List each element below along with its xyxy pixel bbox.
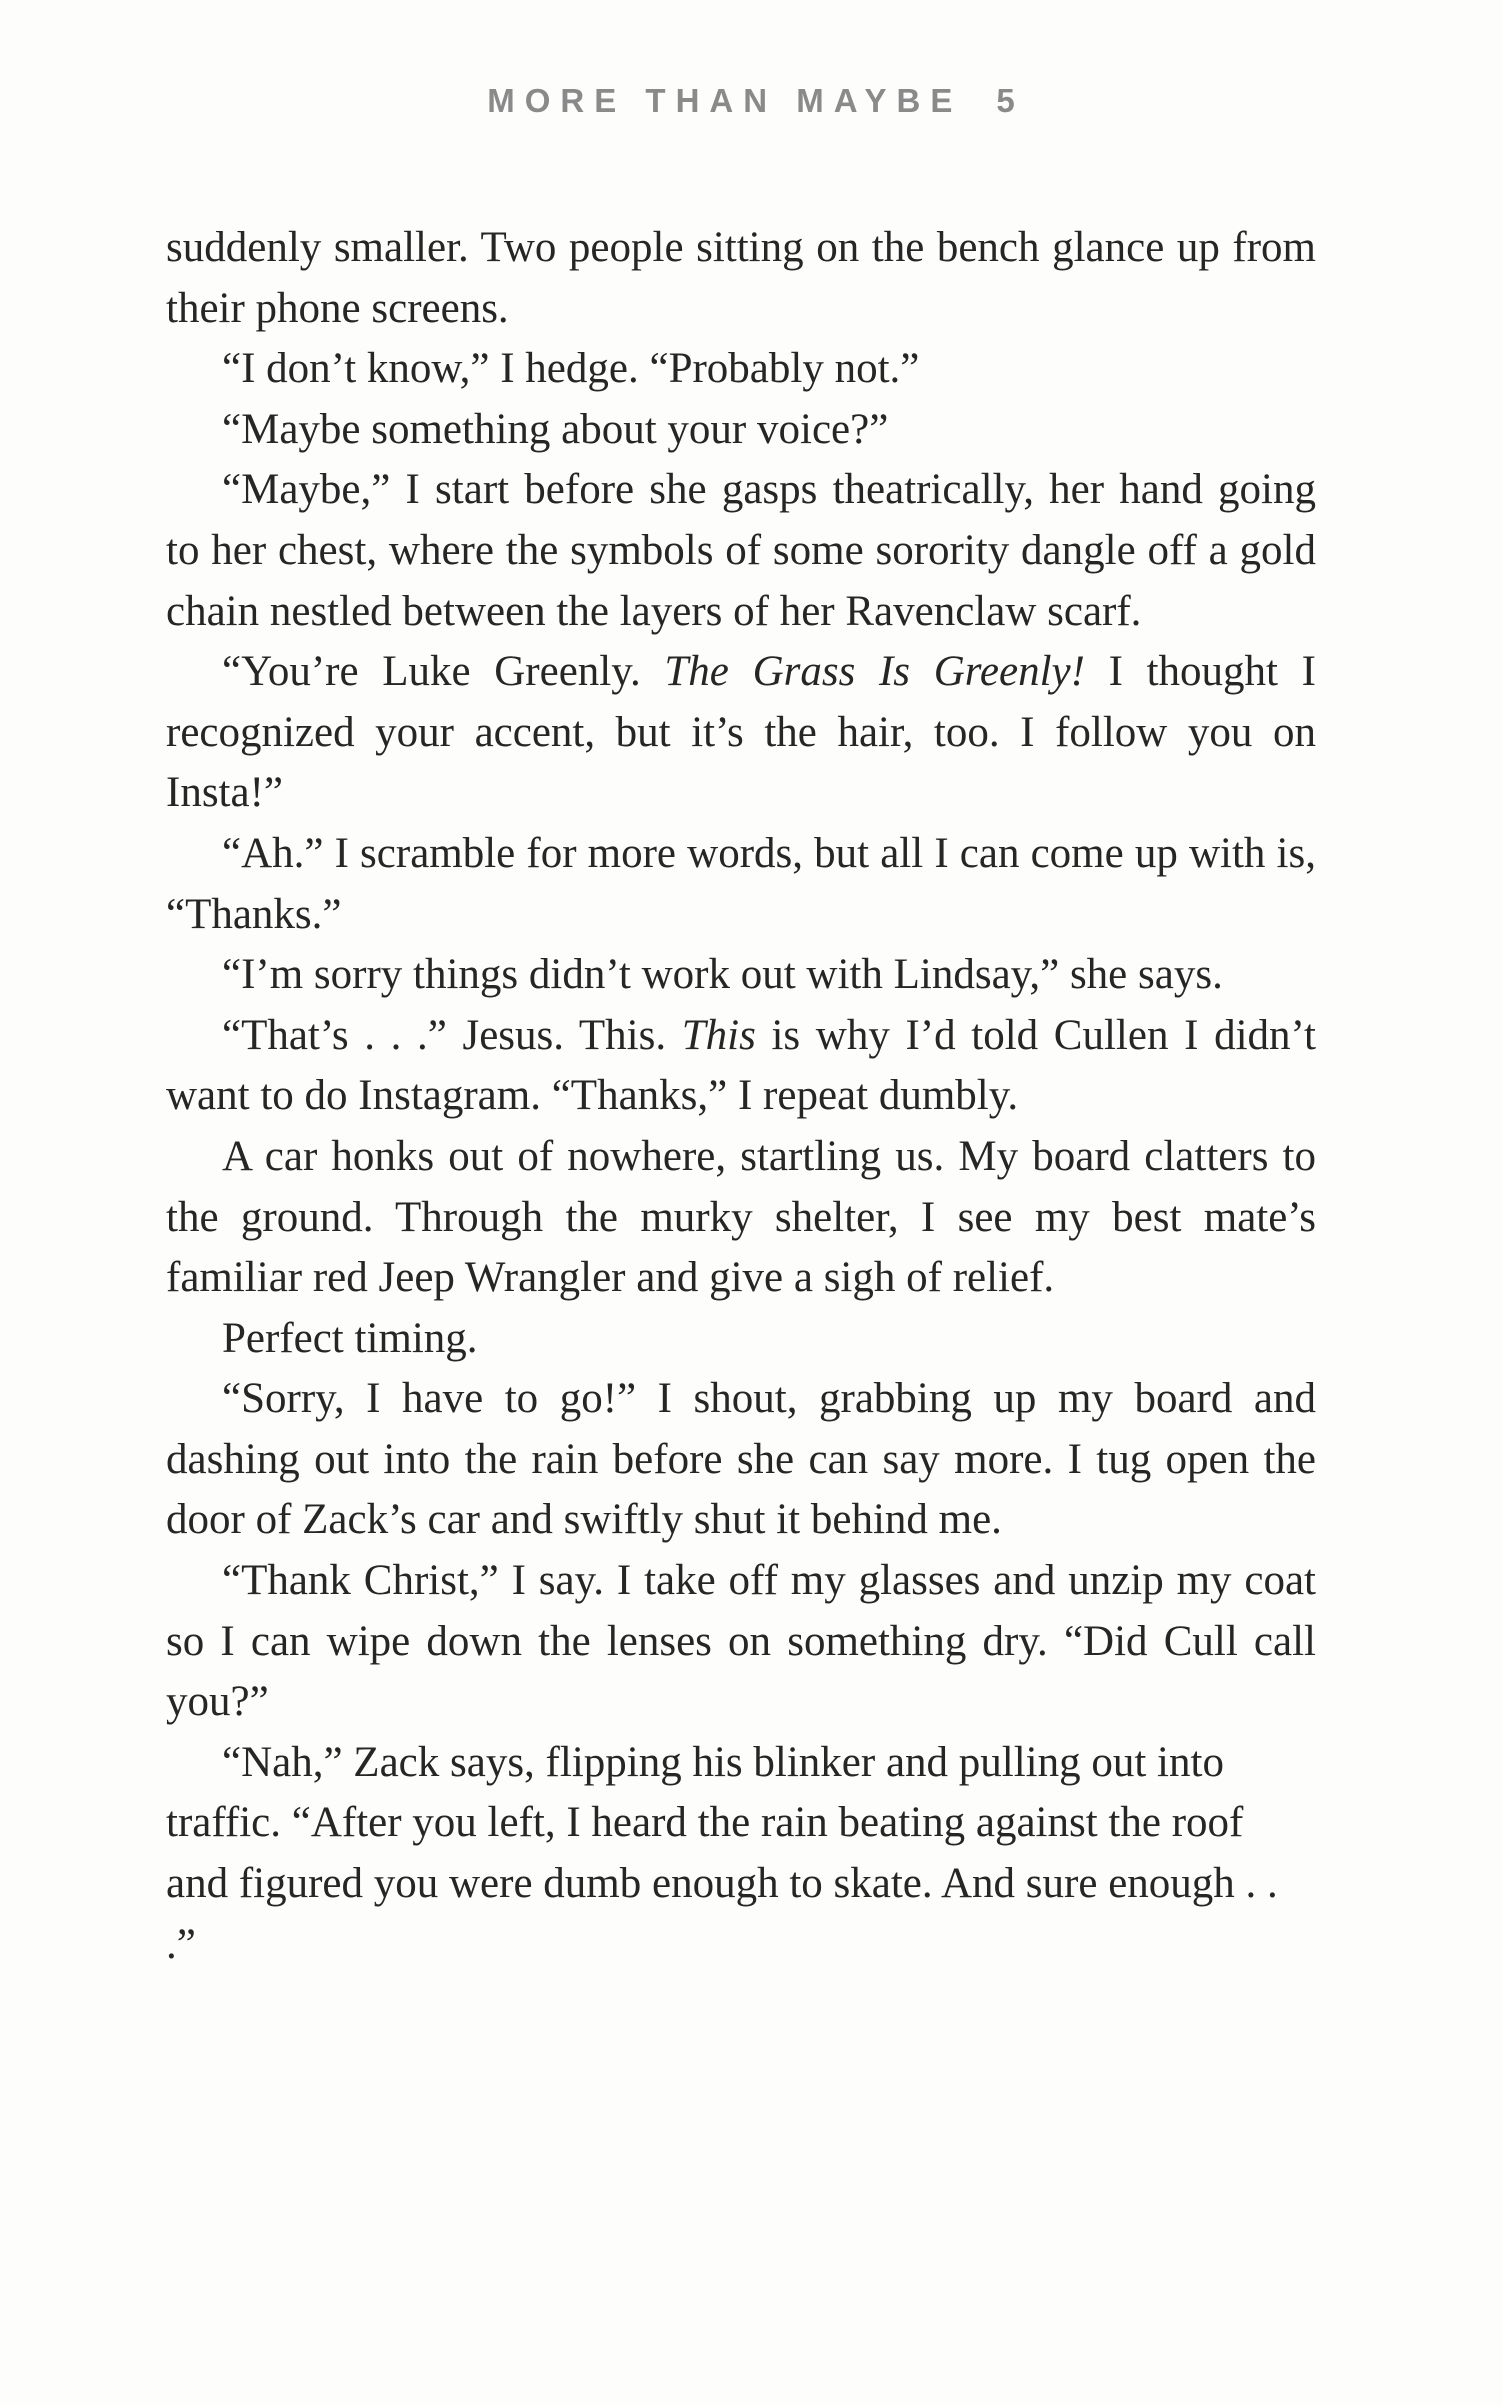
paragraph: “Sorry, I have to go!” I shout, grabbing up my board and dashing out into the rain before she can say more. I tug open the door of Zack’s car and swiftly shut it behind me. (166, 1375, 1316, 1544)
paragraph: suddenly smaller. Two people sitting on the bench glance up from their phone screens. (166, 224, 1316, 332)
running-head (0, 82, 1502, 120)
paragraph: “Maybe,” I start before she gasps theatrically, her hand going to her chest, where the symbols of some sorority dangle off a gold chain nestled between the layers of her Ravenclaw scarf. (166, 466, 1316, 635)
paragraph: “Nah,” Zack says, flipping his blinker and pulling out into traffic. “After you left, I heard the rain beating against the roof and figured you were dumb enough to skate. And sure enough . . .” (166, 1738, 1278, 1968)
paragraph: “Thank Christ,” I say. I take off my glasses and unzip my coat so I can wipe down the lenses on something dry. “Did Cull call you?” (166, 1557, 1316, 1726)
paragraph (166, 642, 1316, 824)
paragraph-text: is why I’d told Cullen I didn’t want to do Instagram. “Thanks,” I repeat dumbly. (166, 1011, 1317, 1120)
paragraph: Perfect timing. (222, 1314, 478, 1362)
paragraph-text: “That’s . . .” Jesus. This. (222, 1011, 682, 1059)
paragraph: A car honks out of nowhere, startling us. My board clatters to the ground. Through the murky shelter, I see my best mate’s familiar red Jeep Wrangler and give a sigh of relief. (166, 1132, 1316, 1302)
italic-title: The Grass Is Greenly! (664, 648, 1085, 696)
running-title: MORE THAN MAYBE (487, 82, 963, 119)
paragraph: “Ah.” I scramble for more words, but all I can come up with is, “Thanks.” (166, 829, 1316, 938)
paragraph: “Maybe something about your voice?” (222, 405, 889, 453)
paragraph (166, 1006, 1316, 1127)
italic-emphasis: This (681, 1011, 756, 1059)
paragraph: “I’m sorry things didn’t work out with Lindsay,” she says. (222, 951, 1223, 999)
paragraph-text: I thought I recognized your accent, but it’s the hair, too. I follow you on Insta!” (166, 648, 1316, 817)
paragraph-text: “You’re Luke Greenly. (222, 648, 665, 696)
body-text (166, 218, 1316, 1975)
paragraph: “I don’t know,” I hedge. “Probably not.” (222, 345, 920, 393)
page-number: 5 (996, 82, 1015, 119)
